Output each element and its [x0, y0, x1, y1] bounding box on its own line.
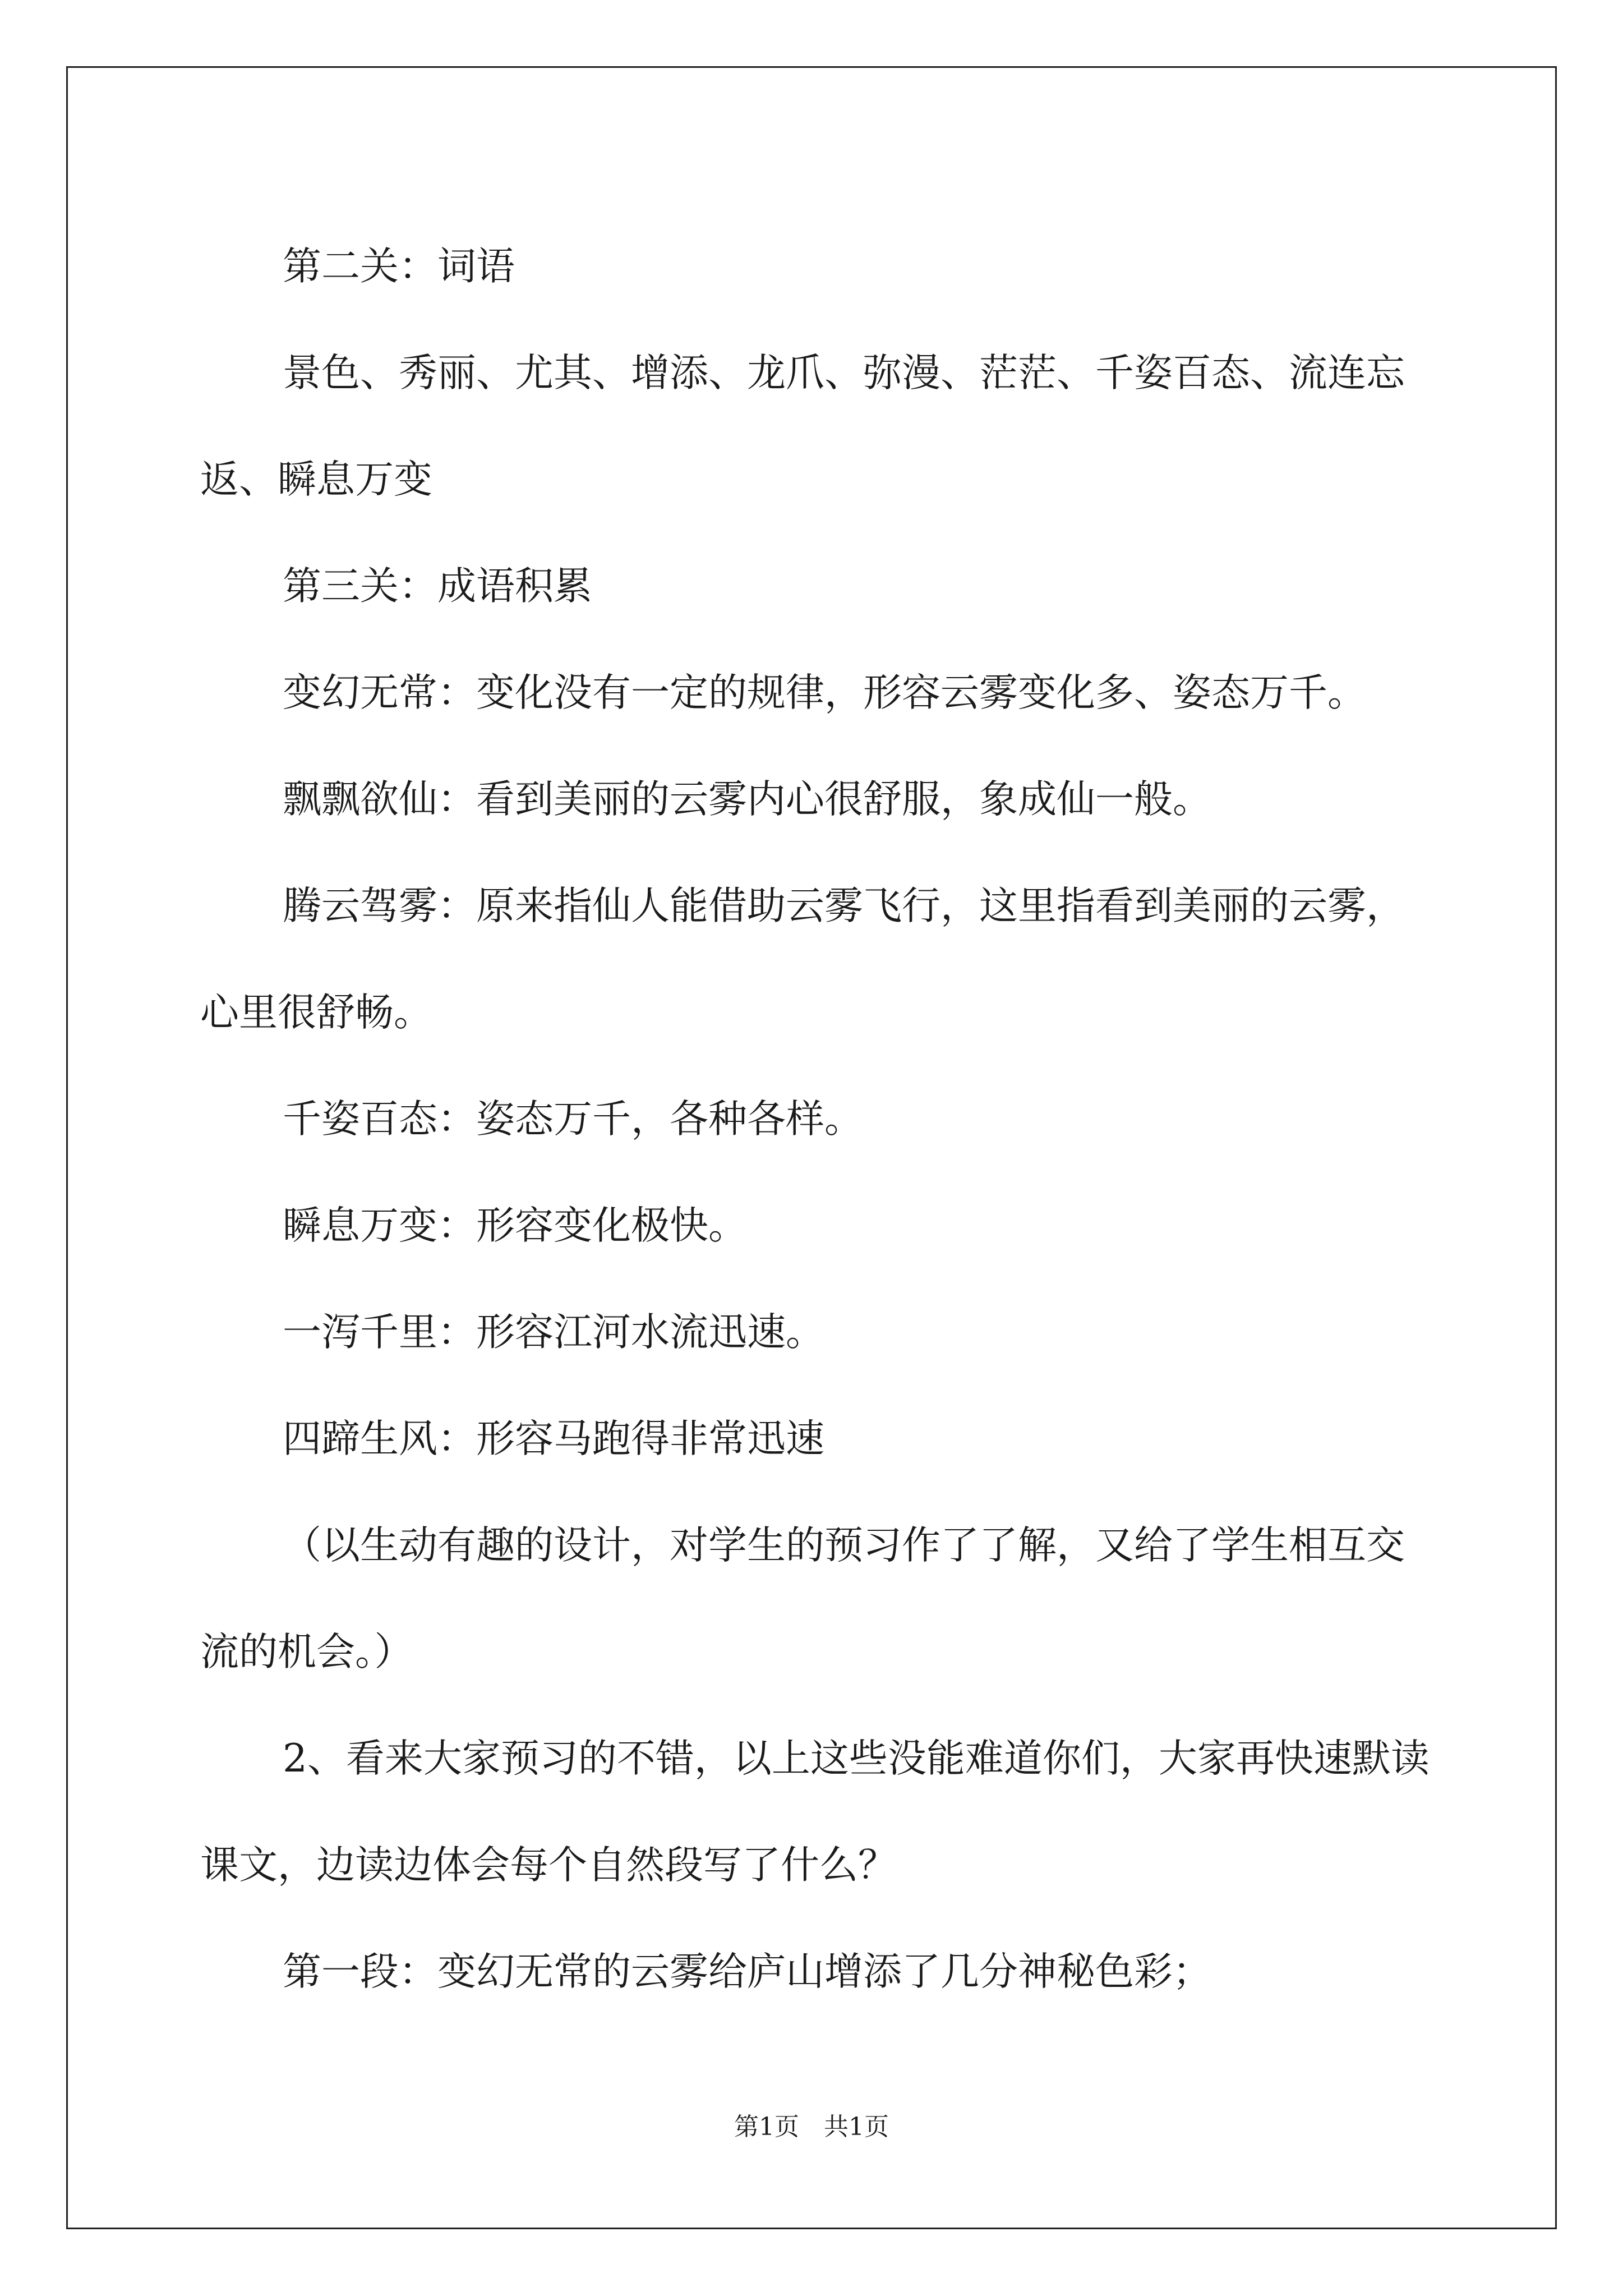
- paragraph: 腾云驾雾：原来指仙人能借助云雾飞行，这里指看到美丽的云雾，心里很舒畅。: [200, 884, 1405, 1035]
- paragraph: 千姿百态：姿态万千，各种各样。: [283, 1097, 863, 1142]
- paragraph: 变幻无常：变化没有一定的规律，形容云雾变化多、姿态万千。: [283, 670, 1366, 715]
- paragraph: 瞬息万变：形容变化极快。: [283, 1203, 747, 1248]
- paragraph: 景色、秀丽、尤其、增添、龙爪、弥漫、茫茫、千姿百态、流连忘返、瞬息万变: [200, 351, 1405, 502]
- paragraph: 飘飘欲仙：看到美丽的云雾内心很舒服，象成仙一般。: [283, 777, 1211, 822]
- document-body: [200, 213, 1434, 2025]
- paragraph: 第一段：变幻无常的云雾给庐山增添了几分神秘色彩；: [283, 1949, 1211, 1994]
- paragraph: 四蹄生风：形容马跑得非常迅速: [283, 1416, 824, 1461]
- page-footer: 第1页 共1页: [734, 2113, 889, 2141]
- paragraph: 第三关：成语积累: [283, 564, 592, 609]
- paragraph: 一泻千里：形容江河水流迅速。: [283, 1310, 824, 1355]
- paragraph: 2、看来大家预习的不错，以上这些没能难道你们，大家再快速默读课文，边读边体会每个自然段写了什么？: [200, 1736, 1430, 1888]
- paragraph: （以生动有趣的设计，对学生的预习作了了解，又给了学生相互交流的机会。）: [200, 1523, 1405, 1674]
- paragraph: 第二关：词语: [283, 244, 515, 289]
